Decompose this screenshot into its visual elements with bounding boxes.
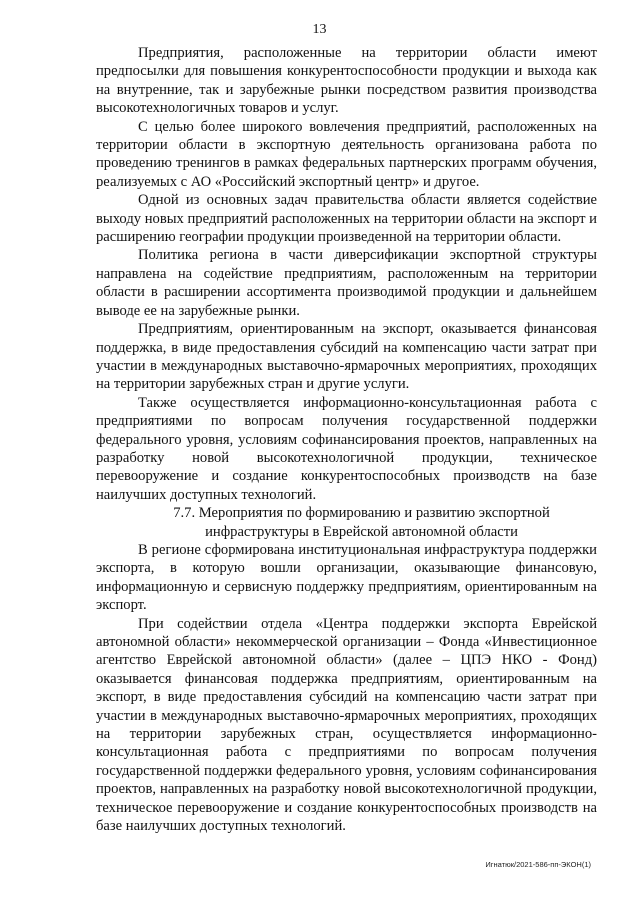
paragraph-financial-support: Предприятиям, ориентированным на экспорт, оказывается финансовая поддержка, в виде предоставления субсидий на компенсацию части затрат при участии в международных выставочно-ярмарочных мероприятиях, проходящих на территории зарубежных стран и другие услуги. (96, 321, 597, 393)
paragraph-diversification-policy: Политика региона в части диверсификации экспортной структуры направлена на содействие предприятиям, расположенным на территории области в расширении ассортимента производимой продукции и дальнейшем выводе ее на зарубежные рынки. (96, 247, 597, 319)
paragraph-export-support-center: При содействии отдела «Центра поддержки экспорта Еврейской автономной области» некоммерческой организации – Фонда «Инвестиционное агентство Еврейской автономной области» (далее – ЦПЭ НКО - Фонд) оказывается финансовая поддержка предприятиям, ориентированным на экспорт, в виде предоставления субсидий на компенсацию части затрат при участии в международных выставочно-ярмарочных мероприятиях, проходящих на территории зарубежных стран, осуществляется информационно-консультационная работа с предприятиями по вопросам получения государственной поддержки федерального уровня, условиям софинансирования проектов, направленных на разработку новой высокотехнологичной продукции, техническое перевооружение и создание конкурентоспособных производств на базе наилучших доступных технологий. (96, 615, 597, 835)
paragraph-consulting-work: Также осуществляется информационно-консультационная работа с предприятиями по вопросам получения государственной поддержки федерального уровня, условиям софинансирования проектов, направленных на разработку новой высокотехнологичной продукции, техническое перевооружение и создание конкурентоспособных производств на базе наилучших доступных технологий. (96, 394, 597, 503)
document-body (96, 44, 597, 835)
paragraph-government-tasks: Одной из основных задач правительства области является содействие выходу новых предприятий расположенных на территории области на экспорт и расширению географии продукции произведенной на территории области. (96, 192, 597, 246)
section-heading: 7.7. Мероприятия по формированию и развитию экспортной инфраструктуры в Еврейской автономной области (173, 505, 550, 540)
paragraph-export-infrastructure: В регионе сформирована институциональная инфраструктура поддержки экспорта, в которую вошли организации, оказывающие финансовую, информационную и сервисную поддержку предприятиям, ориентированным на экспорт. (96, 541, 597, 614)
paragraph-export-trainings: С целью более широкого вовлечения предприятий, расположенных на территории области в экспортную деятельность организована работа по проведению тренингов в рамках федеральных партнерских программ обучения, реализуемых с АО «Российский экспортный центр» и другое. (96, 118, 597, 190)
paragraph-export-preconditions: Предприятия, расположенные на территории области имеют предпосылки для повышения конкурентоспособности продукции и выхода как на внутренние, так и зарубежные рынки посредством развития производства высокотехнологичных товаров и услуг. (96, 45, 597, 117)
page-number: 13 (312, 22, 327, 37)
document-reference: Игнатюк/2021-586-пп-ЭКОН(1) (485, 860, 591, 869)
